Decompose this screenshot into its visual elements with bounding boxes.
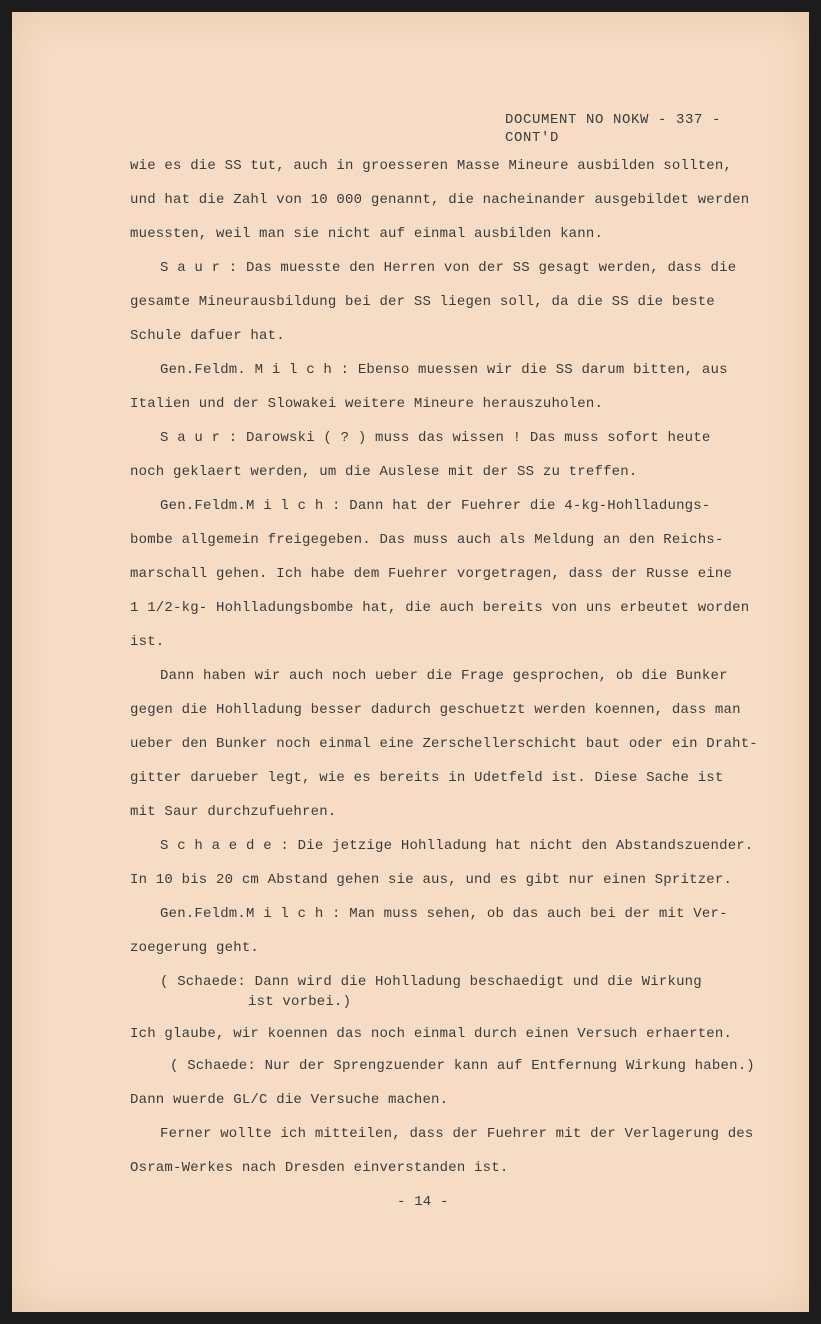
document-page [12, 12, 809, 1312]
text-line: Ferner wollte ich mitteilen, dass der Fuehrer mit der Verlagerung des [160, 1126, 754, 1142]
text-line: Ich glaube, wir koennen das noch einmal durch einen Versuch erhaerten. [130, 1026, 733, 1042]
page-number: - 14 - [397, 1194, 449, 1210]
text-line: und hat die Zahl von 10 000 genannt, die nacheinander ausgebildet werden [130, 192, 750, 208]
text-line: Dann haben wir auch noch ueber die Frage gesprochen, ob die Bunker [160, 668, 728, 684]
document-id: DOCUMENT NO NOKW - 337 - [505, 112, 722, 128]
text-line: S a u r : Darowski ( ? ) muss das wissen ! Das muss sofort heute [160, 430, 711, 446]
text-line: muessten, weil man sie nicht auf einmal ausbilden kann. [130, 226, 604, 242]
text-line: Dann wuerde GL/C die Versuche machen. [130, 1092, 449, 1108]
text-line: Gen.Feldm.M i l c h : Man muss sehen, ob das auch bei der mit Ver- [160, 906, 728, 922]
text-line: In 10 bis 20 cm Abstand gehen sie aus, und es gibt nur einen Spritzer. [130, 872, 733, 888]
continuation-mark: CONT'D [505, 130, 560, 146]
text-line: Gen.Feldm. M i l c h : Ebenso muessen wir die SS darum bitten, aus [160, 362, 728, 378]
text-line: ist. [130, 634, 165, 650]
text-line: zoegerung geht. [130, 940, 260, 956]
text-line: Italien und der Slowakei weitere Mineure herauszuholen. [130, 396, 604, 412]
text-line: gegen die Hohlladung besser dadurch geschuetzt werden koennen, dass man [130, 702, 741, 718]
text-line: bombe allgemein freigegeben. Das muss auch als Meldung an den Reichs- [130, 532, 724, 548]
text-line: Schule dafuer hat. [130, 328, 285, 344]
text-line: wie es die SS tut, auch in groesseren Masse Mineure ausbilden sollten, [130, 158, 733, 174]
text-line: ist vorbei.) [248, 994, 352, 1010]
text-line: marschall gehen. Ich habe dem Fuehrer vorgetragen, dass der Russe eine [130, 566, 733, 582]
text-line: Osram-Werkes nach Dresden einverstanden ist. [130, 1160, 509, 1176]
text-line: noch geklaert werden, um die Auslese mit der SS zu treffen. [130, 464, 638, 480]
text-line: 1 1/2-kg- Hohlladungsbombe hat, die auch bereits von uns erbeutet worden [130, 600, 750, 616]
text-line: S c h a e d e : Die jetzige Hohlladung hat nicht den Abstandszuender. [160, 838, 754, 854]
text-line: S a u r : Das muesste den Herren von der SS gesagt werden, dass die [160, 260, 737, 276]
text-line: ueber den Bunker noch einmal eine Zerschellerschicht baut oder ein Draht- [130, 736, 758, 752]
text-line: mit Saur durchzufuehren. [130, 804, 337, 820]
text-line: ( Schaede: Nur der Sprengzuender kann auf Entfernung Wirkung haben.) [170, 1058, 755, 1074]
text-line: gesamte Mineurausbildung bei der SS liegen soll, da die SS die beste [130, 294, 715, 310]
text-line: Gen.Feldm.M i l c h : Dann hat der Fuehrer die 4-kg-Hohlladungs- [160, 498, 711, 514]
text-line: gitter darueber legt, wie es bereits in Udetfeld ist. Diese Sache ist [130, 770, 724, 786]
text-line: ( Schaede: Dann wird die Hohlladung beschaedigt und die Wirkung [160, 974, 702, 990]
